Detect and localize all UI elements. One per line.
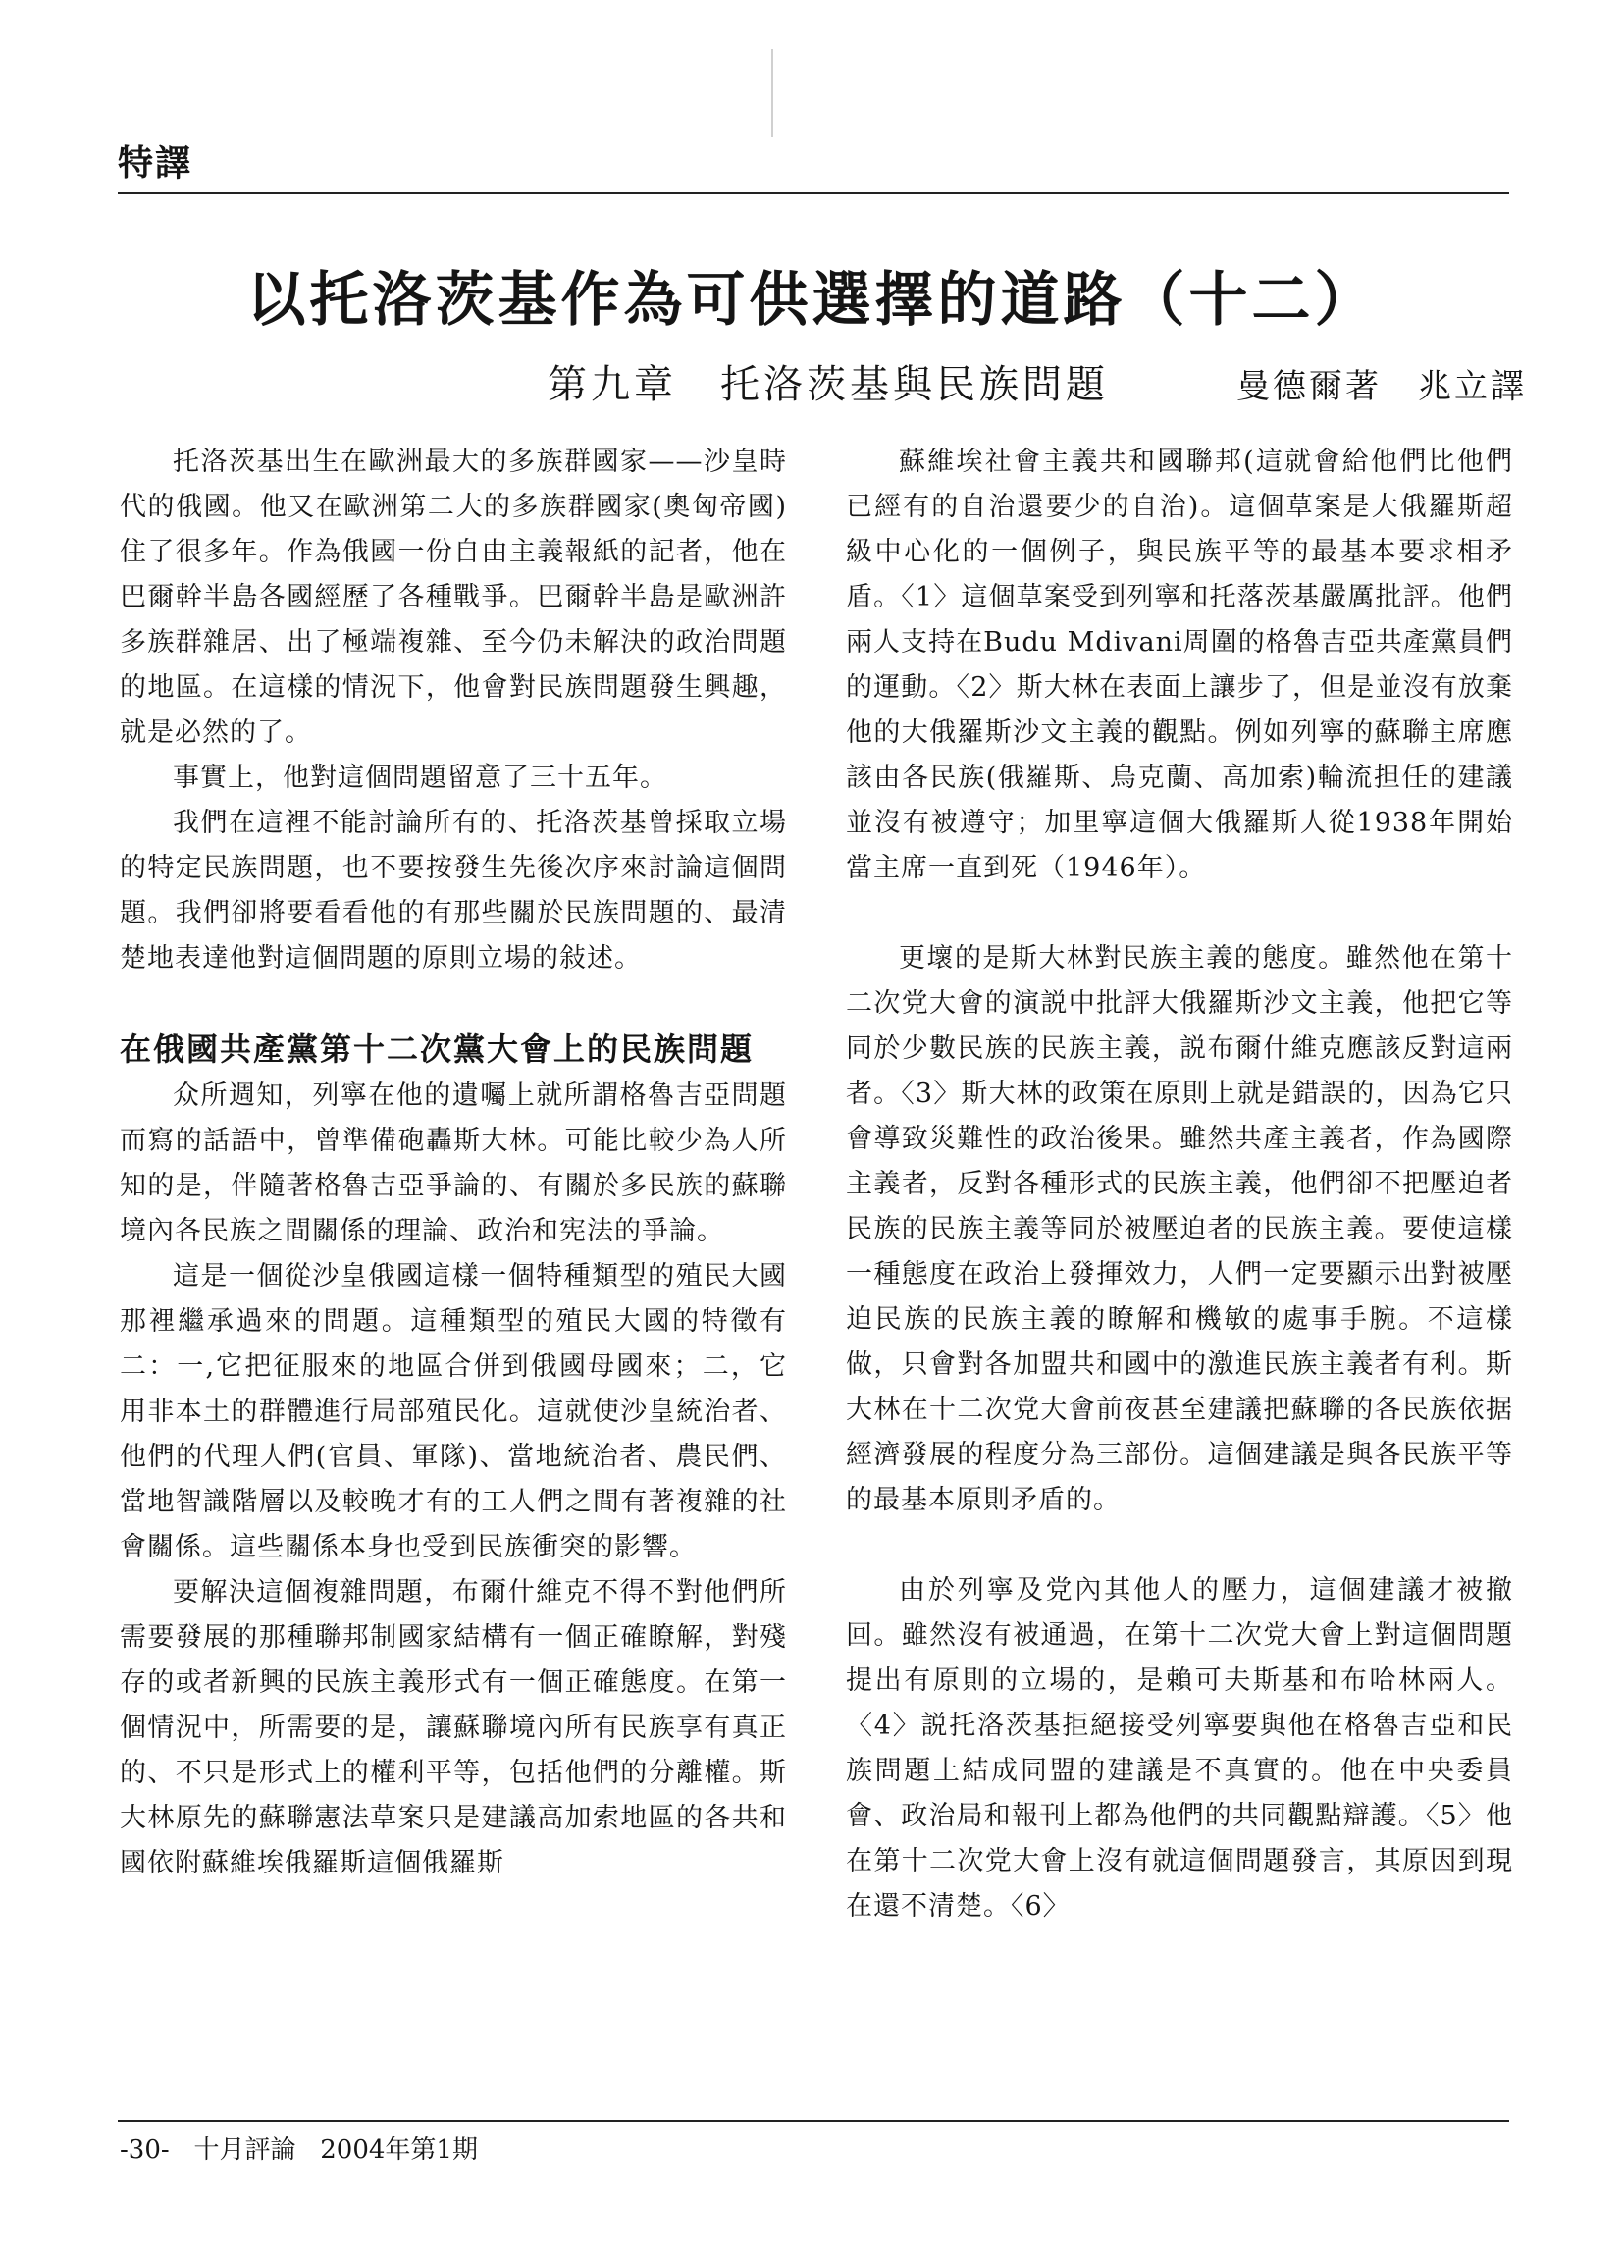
paragraph: 我們在這裡不能討論所有的、托洛茨基曾採取立場的特定民族問題，也不要按發生先後次序來討論這個問題。我們卻將要看看他的有那些關於民族問題的、最清楚地表達他對這個問題的原則立場的敍述。 bbox=[120, 808, 787, 974]
page-footer bbox=[120, 2130, 478, 2166]
paragraph: 這是一個從沙皇俄國這樣一個特種類型的殖民大國那裡繼承過來的問題。這種類型的殖民大國的特徵有二：一,它把征服來的地區合併到俄國母國來；二，它用非本土的群體進行局部殖民化。這就使沙皇統治者、他們的代理人們(官員、軍隊)、當地統治者、農民們、當地智識階層以及較晚才有的工人們之間有著複雜的社會關係。這些關係本身也受到民族衝突的影響。 bbox=[120, 1261, 787, 1562]
article-title: 以托洛茨基作為可供選擇的道路（十二） bbox=[246, 266, 1378, 335]
paragraph: 由於列寧及党內其他人的壓力，這個建議才被撤回。雖然沒有被通過，在第十二次党大會上對這個問題提出有原則的立場的，是賴可夫斯基和布哈林兩人。〈4〉説托洛茨基拒絕接受列寧要與他在格魯吉亞和民族問題上結成同盟的建議是不真實的。他在中央委員會、政治局和報刊上都為他們的共同觀點辯護。〈5〉他在第十二次党大會上沒有就這個問題發言，其原因到現在還不清楚。〈6〉 bbox=[846, 1575, 1513, 1922]
author-translator-byline: 曼德爾著 兆立譯 bbox=[1236, 367, 1527, 406]
paragraph-gap bbox=[846, 1523, 1513, 1568]
right-column bbox=[846, 440, 1513, 1929]
paragraph: 要解決這個複雜問題，布爾什維克不得不對他們所需要發展的那種聯邦制國家結構有一個正確瞭解，對殘存的或者新興的民族主義形式有一個正確態度。在第一個情況中，所需要的是，讓蘇聯境內所有民族享有真正的、不只是形式上的權利平等，包括他們的分離權。斯大林原先的蘇聯憲法草案只是建議高加索地區的各共和國依附蘇維埃俄羅斯這個俄羅斯 bbox=[120, 1577, 787, 1878]
issue-info: 2004年第1期 bbox=[320, 2136, 478, 2165]
paragraph: 事實上，他對這個問題留意了三十五年。 bbox=[173, 763, 667, 793]
section-heading: 在俄國共產黨第十二次黨大會上的民族問題 bbox=[120, 1030, 755, 1068]
header-rule bbox=[118, 192, 1509, 194]
paragraph: 众所週知，列寧在他的遺囑上就所謂格魯吉亞問題而寫的話語中，曾準備砲轟斯大林。可能比較少為人所知的是，伴隨著格魯吉亞爭論的、有關於多民族的蘇聯境內各民族之間關係的理論、政治和宪法的爭論。 bbox=[120, 1081, 787, 1246]
scan-artifact-line bbox=[771, 49, 773, 137]
publication-name: 十月評論 bbox=[193, 2136, 296, 2165]
paragraph-gap bbox=[846, 891, 1513, 936]
chapter-subtitle: 第九章 托洛茨基與民族問題 bbox=[548, 362, 1109, 407]
left-column bbox=[120, 440, 787, 1886]
paragraph: 蘇維埃社會主義共和國聯邦(這就會給他們比他們已經有的自治還要少的自治)。這個草案是大俄羅斯超級中心化的一個例子，與民族平等的最基本要求相矛盾。〈1〉這個草案受到列寧和托落茨基嚴厲批評。他們兩人支持在Budu Mdivani周圍的格魯吉亞共產黨員們的運動。〈2〉斯大林在表面上讓步了，但是並沒有放棄他的大俄羅斯沙文主義的觀點。例如列寧的蘇聯主席應該由各民族(俄羅斯、烏克蘭、高加索)輪流担任的建議並沒有被遵守；加里寧這個大俄羅斯人從1938年開始當主席一直到死（1946年）。 bbox=[846, 447, 1513, 883]
page-number: -30- bbox=[120, 2136, 170, 2165]
paragraph: 托洛茨基出生在歐洲最大的多族群國家——沙皇時代的俄國。他又在歐洲第二大的多族群國家(奧匈帝國)住了很多年。作為俄國一份自由主義報紙的記者，他在巴爾幹半島各國經歷了各種戰爭。巴爾幹半島是歐洲許多族群雜居、出了極端複雜、至今仍未解決的政治問題的地區。在這樣的情況下，他會對民族問題發生興趣，就是必然的了。 bbox=[120, 447, 787, 748]
paragraph: 更壞的是斯大林對民族主義的態度。雖然他在第十二次党大會的演説中批評大俄羅斯沙文主義，他把它等同於少數民族的民族主義，説布爾什維克應該反對這兩者。〈3〉斯大林的政策在原則上就是錯誤的，因為它只會導致災難性的政治後果。雖然共產主義者，作為國際主義者，反對各種形式的民族主義，他們卻不把壓迫者民族的民族主義等同於被壓迫者的民族主義。要使這樣一種態度在政治上發揮效力，人們一定要顯示出對被壓迫民族的民族主義的瞭解和機敏的處事手腕。不這樣做，只會對各加盟共和國中的激進民族主義者有利。斯大林在十二次党大會前夜甚至建議把蘇聯的各民族依据經濟發展的程度分為三部份。這個建議是與各民族平等的最基本原則矛盾的。 bbox=[846, 943, 1513, 1515]
section-tag: 特譯 bbox=[118, 142, 193, 184]
footer-rule bbox=[118, 2120, 1509, 2122]
